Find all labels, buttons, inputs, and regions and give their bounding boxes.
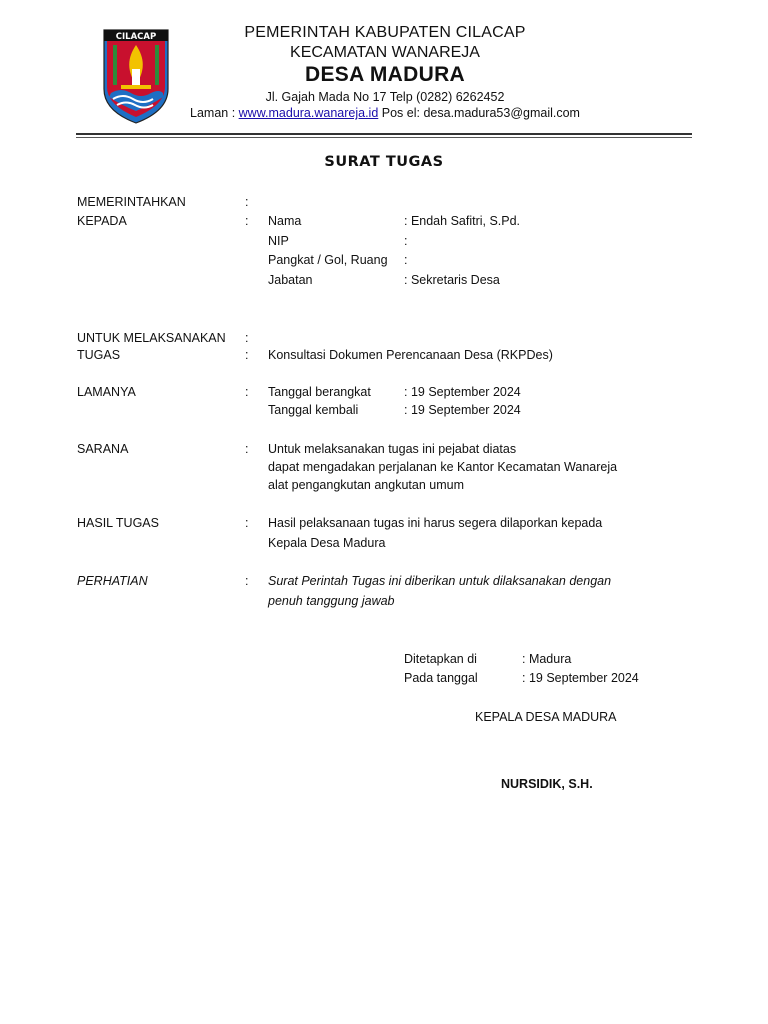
- sarana-line: alat pengangkutan angkutan umum: [268, 478, 464, 492]
- colon: :: [245, 442, 249, 456]
- date-value: : 19 September 2024: [404, 403, 521, 417]
- perhatian-line: Surat Perintah Tugas ini diberikan untuk dilaksanakan dengan: [268, 574, 612, 588]
- field-label: Nama: [268, 214, 302, 228]
- field-label: Pangkat / Gol, Ruang: [268, 253, 388, 267]
- colon: :: [245, 516, 249, 530]
- field-value: :: [404, 234, 408, 248]
- tanggal-value: : 19 September 2024: [522, 671, 639, 685]
- ditetapkan-value: : Madura: [522, 652, 572, 666]
- field-label: NIP: [268, 234, 289, 248]
- field-value: : Sekretaris Desa: [404, 273, 500, 287]
- date-label: Tanggal kembali: [268, 403, 359, 417]
- colon: :: [245, 348, 249, 362]
- website-link[interactable]: www.madura.wanareja.id: [238, 106, 379, 120]
- kop-contact: Laman : www.madura.wanareja.id Pos el: desa.madura53@gmail.com: [190, 106, 580, 120]
- tanggal-label: Pada tanggal: [404, 671, 478, 685]
- label-kepada: KEPADA: [77, 214, 127, 228]
- label-perhatian: PERHATIAN: [77, 574, 148, 588]
- field-value: : Endah Safitri, S.Pd.: [404, 214, 521, 228]
- colon: :: [245, 331, 249, 345]
- colon: :: [245, 195, 249, 209]
- document-title: SURAT TUGAS: [324, 154, 444, 170]
- colon: :: [245, 574, 249, 588]
- perhatian-line: penuh tanggung jawab: [268, 594, 395, 608]
- kop-address: Jl. Gajah Mada No 17 Telp (0282) 6262452: [265, 90, 505, 104]
- colon: :: [245, 385, 249, 399]
- kop-line-district: KECAMATAN WANAREJA: [290, 44, 480, 61]
- signatory-name: NURSIDIK, S.H.: [501, 777, 593, 791]
- sarana-line: dapat mengadakan perjalanan ke Kantor Kecamatan Wanareja: [268, 460, 618, 474]
- field-value: :: [404, 253, 408, 267]
- hasil-line: Hasil pelaksanaan tugas ini harus segera dilaporkan kepada: [268, 516, 603, 530]
- kop-line-government: PEMERINTAH KABUPATEN CILACAP: [244, 24, 526, 41]
- ditetapkan-label: Ditetapkan di: [404, 652, 477, 666]
- date-label: Tanggal berangkat: [268, 385, 371, 399]
- hasil-line: Kepala Desa Madura: [268, 536, 386, 550]
- label-lamanya: LAMANYA: [77, 385, 136, 399]
- tugas-value: Konsultasi Dokumen Perencanaan Desa (RKPDes): [268, 348, 553, 362]
- header-rule-thick: [76, 133, 692, 135]
- label-sarana: SARANA: [77, 442, 129, 456]
- date-value: : 19 September 2024: [404, 385, 521, 399]
- signatory-title: KEPALA DESA MADURA: [475, 710, 617, 724]
- label-untuk-melaksanakan: UNTUK MELAKSANAKAN: [77, 331, 226, 345]
- label-memerintahkan: MEMERINTAHKAN: [77, 195, 186, 209]
- field-label: Jabatan: [268, 273, 313, 287]
- colon: :: [245, 214, 249, 228]
- svg-text:CILACAP: CILACAP: [115, 32, 157, 42]
- label-hasil-tugas: HASIL TUGAS: [77, 516, 159, 530]
- kop-line-village: DESA MADURA: [304, 63, 466, 86]
- label-tugas: TUGAS: [77, 348, 121, 362]
- header-rule-thin: [76, 137, 692, 138]
- sarana-line: Untuk melaksanakan tugas ini pejabat diatas: [268, 442, 517, 456]
